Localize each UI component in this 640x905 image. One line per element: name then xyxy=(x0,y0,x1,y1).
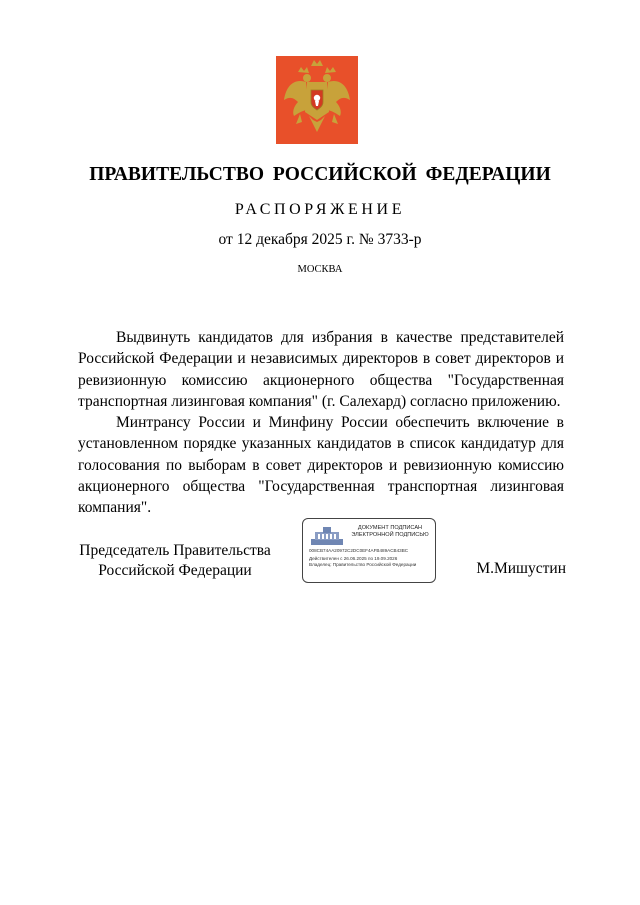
stamp-heading-line: ЭЛЕКТРОННОЙ ПОДПИСЬЮ xyxy=(351,532,429,538)
electronic-signature-stamp xyxy=(302,518,436,583)
coat-of-arms-icon xyxy=(276,56,358,144)
stamp-validity: Действителен с 26.06.2025 по 19.09.2026 xyxy=(309,556,398,561)
document-body xyxy=(78,327,564,519)
government-building-icon xyxy=(309,525,345,547)
stamp-certificate-serial: 008CB74AA20972C2DC0EF4AFB489ACB43BC xyxy=(309,548,409,553)
body-paragraph: Минтрансу России и Минфину России обеспечить включение в установленном порядке указанных кандидатов в список кандидатур для голосования по выборам в совет директоров и ревизионную комиссию акционерного общества "Государственная транспортная лизинговая компания". xyxy=(78,414,564,517)
signatory-name: М.Мишустин xyxy=(476,560,566,577)
document-type: РАСПОРЯЖЕНИЕ xyxy=(234,201,406,218)
stamp-owner: Владелец: Правительство Российской Федерации xyxy=(309,562,417,567)
government-title: ПРАВИТЕЛЬСТВО РОССИЙСКОЙ ФЕДЕРАЦИИ xyxy=(89,164,551,185)
signatory-position-line: Председатель Правительства xyxy=(79,542,271,559)
signatory-position xyxy=(78,541,272,580)
document-city: МОСКВА xyxy=(297,264,343,275)
stamp-heading xyxy=(345,525,435,539)
stamp-heading-line: ДОКУМЕНТ ПОДПИСАН xyxy=(357,525,423,531)
document-date-number: от 12 декабря 2025 г. № 3733-р xyxy=(218,231,422,248)
signatory-position-line: Российской Федерации xyxy=(98,561,252,579)
body-paragraph: Выдвинуть кандидатов для избрания в качестве представителей Российской Федерации и независимых директоров в совет директоров и ревизионную комиссию акционерного общества "Государственная транспортная лизинговая компания" (г. Салехард) согласно приложению. xyxy=(78,329,564,410)
